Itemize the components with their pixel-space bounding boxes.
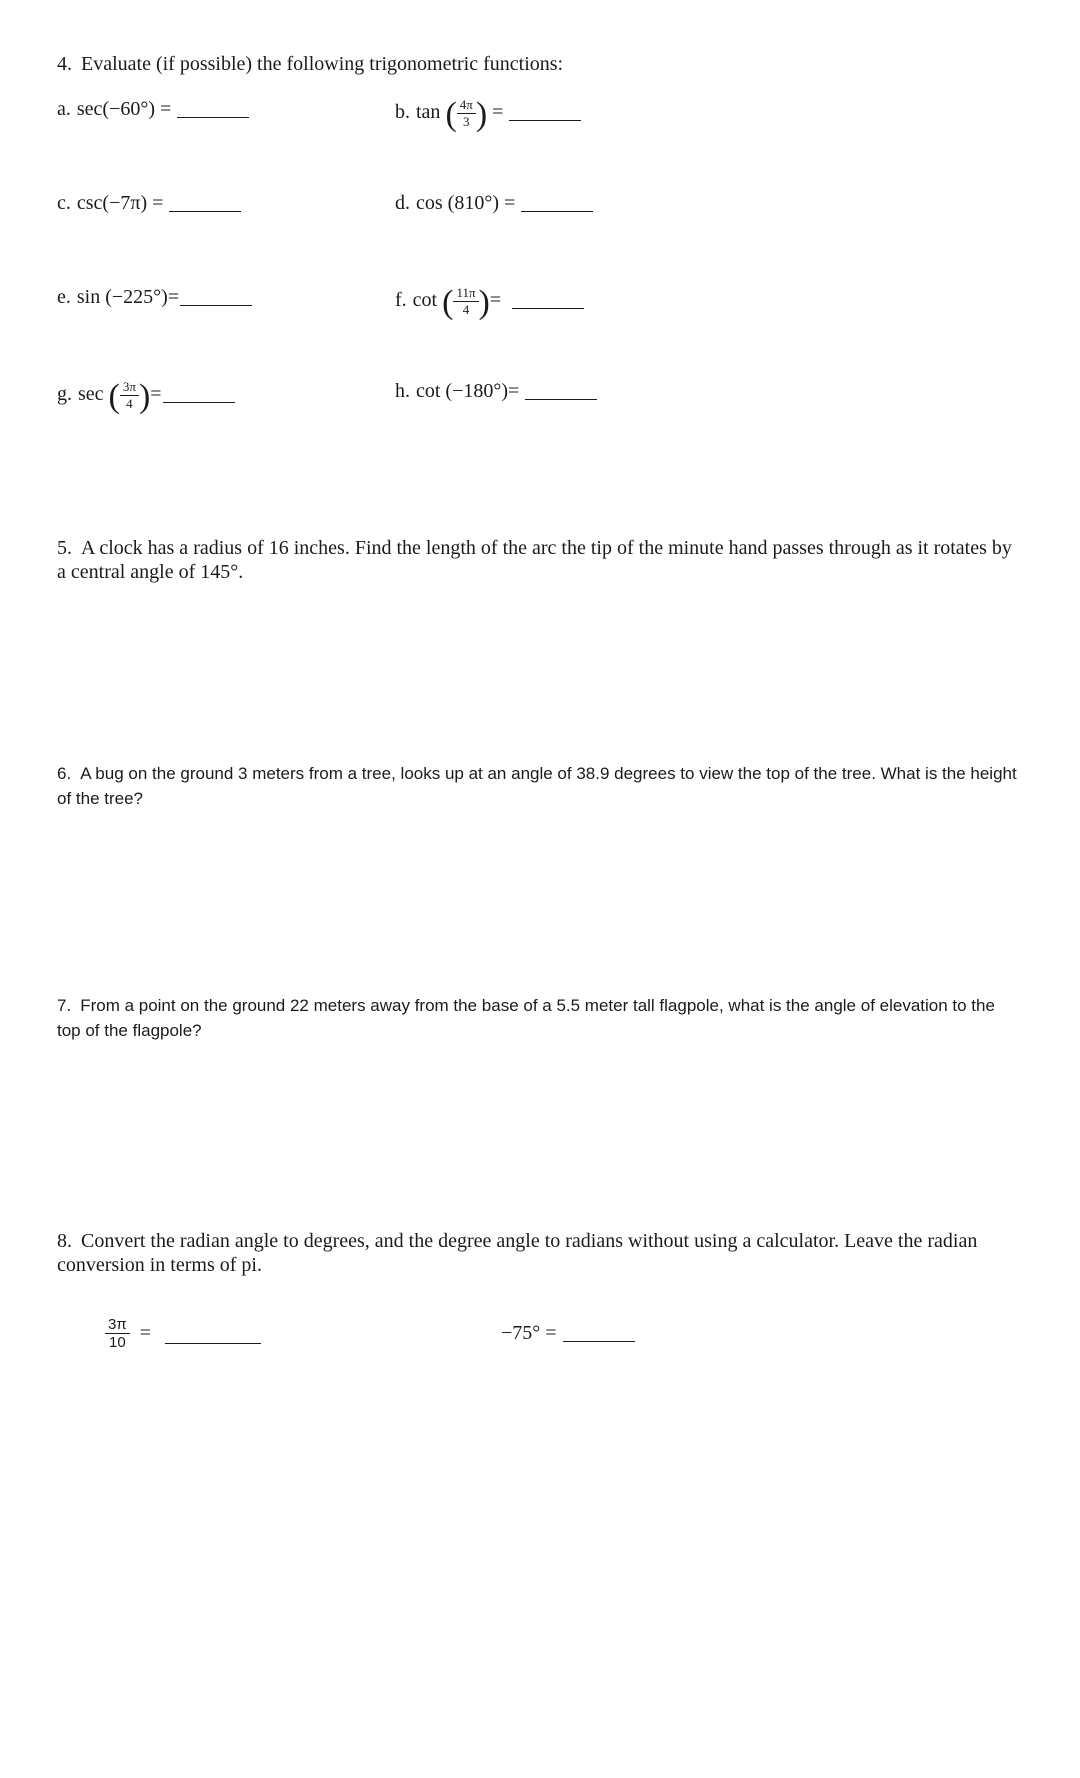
equals-sign: = — [139, 1322, 151, 1345]
parts-row-cd — [57, 192, 1023, 232]
problem-4-prompt: Evaluate (if possible) the following trigonometric functions: — [81, 53, 564, 75]
part-e — [57, 286, 395, 309]
fraction-denominator: 4 — [462, 302, 470, 318]
part-h-expression: cot (−180°)= — [416, 380, 520, 402]
problem-5-number: 5. — [57, 537, 72, 559]
part-b-answer-blank[interactable] — [509, 101, 581, 121]
radian-to-degree-conversion — [105, 1317, 261, 1352]
degree-expression: −75° = — [500, 1322, 557, 1345]
part-a-label: a. — [57, 98, 71, 120]
problem-8-conversions — [57, 1317, 1023, 1352]
problem-4-heading — [57, 52, 1023, 76]
problem-7 — [57, 994, 1023, 1043]
radian-answer-blank[interactable] — [165, 1324, 261, 1344]
fraction-denominator: 10 — [109, 1334, 126, 1352]
workspace-area — [57, 1044, 1023, 1229]
parts-row-ef — [57, 286, 1023, 326]
problem-8 — [57, 1229, 1023, 1277]
fraction — [105, 1317, 130, 1352]
part-c-expression: csc(−7π) = — [76, 192, 164, 214]
part-g-label: g. — [57, 383, 72, 406]
fraction — [457, 98, 476, 128]
part-f-equals: = — [489, 289, 502, 312]
right-paren: ) — [478, 284, 490, 321]
problem-5-text: A clock has a radius of 16 inches. Find the length of the arc the tip of the minute hand passes through as it rotates by a central angle of 145°. — [57, 537, 1012, 583]
workspace-area — [57, 811, 1023, 994]
problem-8-text: Convert the radian angle to degrees, and the degree angle to radians without using a calculator. Leave the radian conversion in terms of pi. — [57, 1229, 978, 1276]
problem-7-number: 7. — [57, 996, 72, 1016]
part-a-expression: sec(−60°) = — [76, 98, 172, 120]
degree-to-radian-conversion — [501, 1322, 635, 1345]
workspace-area — [57, 474, 1023, 536]
left-paren: ( — [442, 284, 454, 321]
fraction — [120, 380, 139, 410]
part-c-label: c. — [57, 192, 71, 214]
fraction-numerator: 4π — [457, 98, 476, 114]
problem-4-parts — [57, 98, 1023, 420]
part-h — [395, 380, 597, 403]
problem-4-number: 4. — [57, 53, 72, 75]
degree-answer-blank[interactable] — [563, 1322, 635, 1342]
problem-6-text: A bug on the ground 3 meters from a tree, looks up at an angle of 38.9 degrees to view the top of the tree. What is the height of the tree? — [57, 764, 1017, 808]
part-b-function: tan — [416, 101, 441, 124]
problem-6 — [57, 762, 1023, 811]
part-e-expression: sin (−225°)= — [76, 286, 180, 308]
part-d-answer-blank[interactable] — [521, 192, 593, 212]
problem-5 — [57, 536, 1023, 584]
part-h-answer-blank[interactable] — [525, 380, 597, 400]
part-a — [57, 98, 395, 121]
fraction-denominator: 4 — [126, 396, 133, 412]
part-f-function: cot — [412, 289, 438, 312]
part-f-label: f. — [395, 289, 407, 312]
fraction — [453, 286, 478, 316]
part-g-answer-blank[interactable] — [163, 383, 235, 403]
fraction-denominator: 3 — [463, 114, 470, 130]
part-f — [395, 286, 584, 320]
left-paren: ( — [108, 378, 120, 415]
parts-row-ab — [57, 98, 1023, 138]
fraction-numerator: 11π — [453, 286, 478, 302]
part-c-answer-blank[interactable] — [169, 192, 241, 212]
part-h-label: h. — [395, 380, 410, 402]
fraction-numerator: 3π — [105, 1317, 130, 1335]
part-g-equals: = — [150, 383, 162, 406]
problem-8-number: 8. — [57, 1229, 72, 1252]
part-b-label: b. — [395, 101, 410, 124]
parts-row-gh — [57, 380, 1023, 420]
part-d — [395, 192, 593, 215]
fraction-numerator: 3π — [120, 380, 139, 396]
part-f-answer-blank[interactable] — [512, 289, 584, 309]
part-e-label: e. — [57, 286, 71, 308]
part-g-function: sec — [78, 383, 104, 406]
part-b-equals: = — [492, 101, 504, 124]
problem-7-text: From a point on the ground 22 meters away from the base of a 5.5 meter tall flagpole, what is the angle of elevation to the top of the flagpole? — [57, 996, 995, 1040]
part-d-label: d. — [395, 192, 410, 214]
part-g — [57, 380, 395, 414]
left-paren: ( — [445, 96, 457, 133]
part-c — [57, 192, 395, 215]
right-paren: ) — [138, 378, 151, 415]
workspace-area — [57, 584, 1023, 762]
part-a-answer-blank[interactable] — [177, 98, 249, 118]
part-b — [395, 98, 581, 132]
part-d-expression: cos (810°) = — [416, 192, 516, 214]
problem-6-number: 6. — [57, 764, 72, 783]
part-e-answer-blank[interactable] — [180, 286, 252, 306]
right-paren: ) — [475, 96, 488, 133]
